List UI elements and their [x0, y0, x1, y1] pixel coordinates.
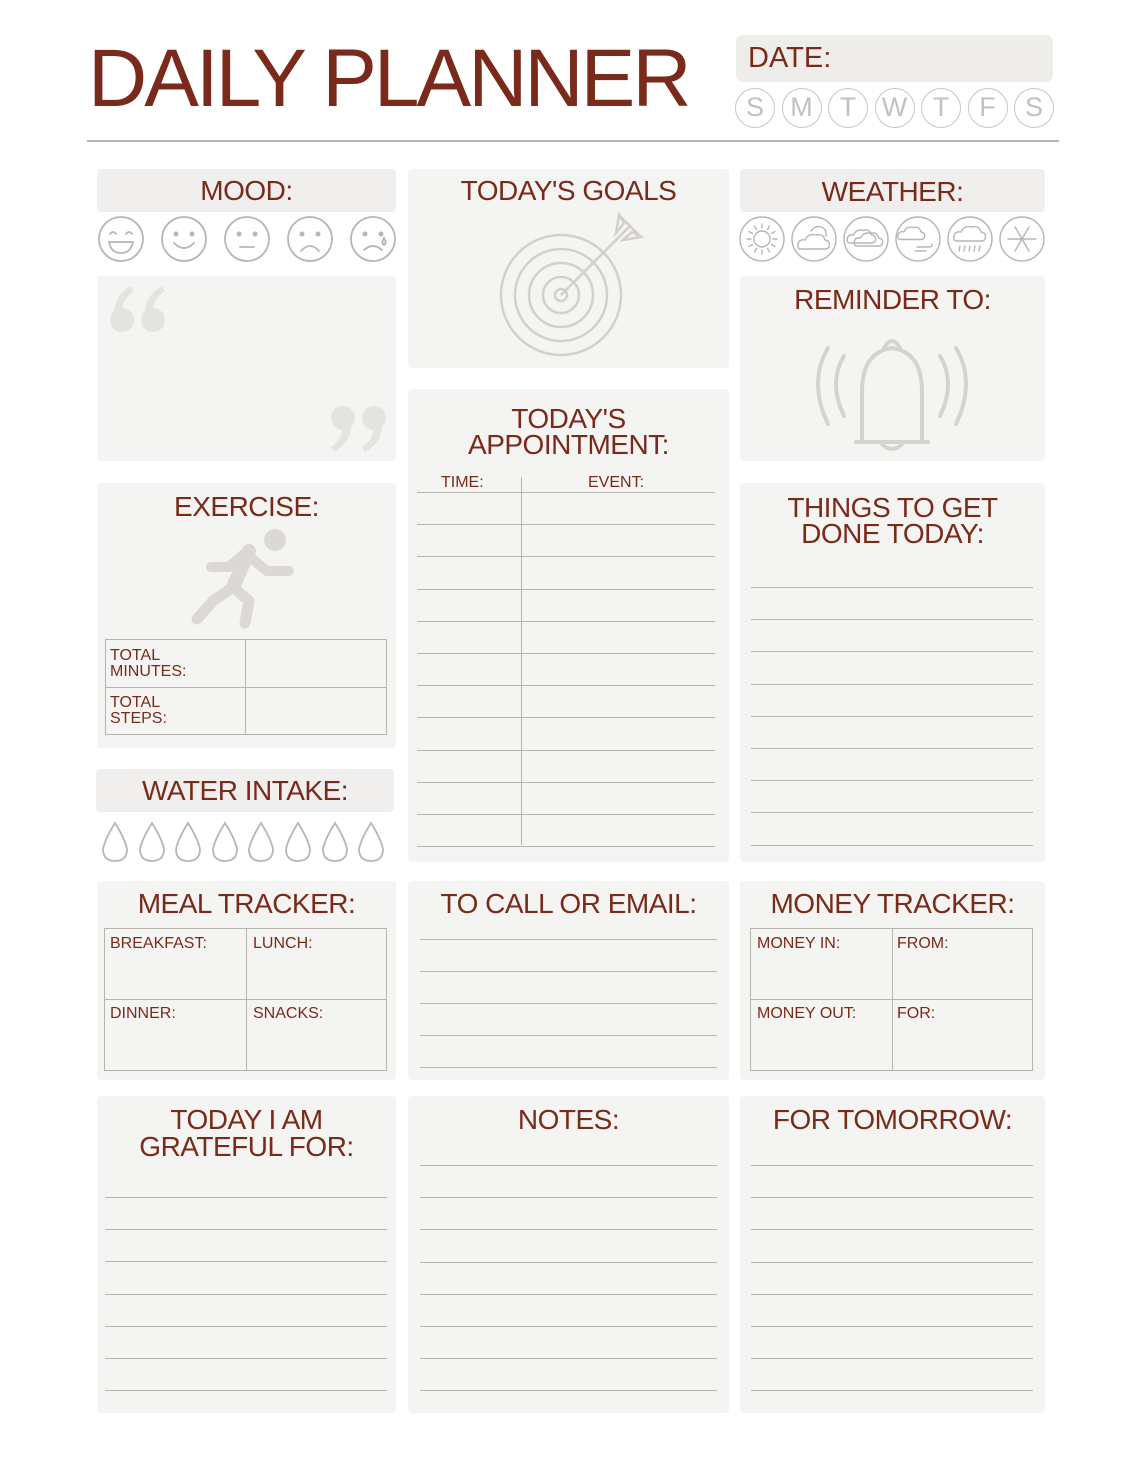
sun-icon[interactable]: [739, 216, 785, 262]
event-column-header: EVENT:: [588, 474, 645, 491]
date-label: DATE:: [748, 42, 832, 74]
money-in-label: MONEY IN:: [757, 935, 841, 952]
water-header: [96, 769, 394, 812]
call-line[interactable]: [420, 1035, 717, 1036]
grateful-line[interactable]: [105, 1294, 387, 1295]
things-line[interactable]: [751, 812, 1033, 813]
target-icon: [498, 209, 648, 359]
water-drop-icon[interactable]: [211, 821, 239, 863]
exercise-table-divider: [105, 687, 387, 688]
day-circle-6[interactable]: S: [1014, 88, 1054, 128]
tomorrow-line[interactable]: [751, 1197, 1033, 1198]
tomorrow-line[interactable]: [751, 1358, 1033, 1359]
total-minutes-input[interactable]: [247, 641, 385, 686]
meal-panel[interactable]: [97, 881, 396, 1080]
page-title: DAILY PLANNER: [88, 33, 689, 124]
exercise-title: EXERCISE:: [174, 491, 319, 522]
crying-face-icon[interactable]: [349, 215, 397, 263]
grateful-line[interactable]: [105, 1229, 387, 1230]
runner-icon: [189, 527, 299, 627]
grateful-line[interactable]: [105, 1326, 387, 1327]
appointment-row-line[interactable]: [417, 524, 715, 525]
tomorrow-panel[interactable]: [740, 1096, 1045, 1413]
total-steps-label: TOTAL: [110, 694, 161, 711]
notes-title: NOTES:: [517, 1104, 620, 1135]
bell-icon: [812, 330, 972, 450]
breakfast-label: BREAKFAST:: [110, 935, 207, 952]
appointment-row-line[interactable]: [417, 492, 715, 493]
water-drop-icon[interactable]: [174, 821, 202, 863]
appointment-row-line[interactable]: [417, 814, 715, 815]
reminder-panel[interactable]: [740, 276, 1045, 461]
cloudy-icon[interactable]: [843, 216, 889, 262]
total-minutes-label-2: MINUTES:: [110, 663, 187, 680]
notes-line[interactable]: [420, 1165, 717, 1166]
reminder-title: REMINDER TO:: [794, 284, 991, 315]
sad-face-icon[interactable]: [286, 215, 334, 263]
things-line[interactable]: [751, 684, 1033, 685]
goals-panel[interactable]: [408, 169, 729, 368]
money-title: MONEY TRACKER:: [770, 888, 1015, 919]
exercise-panel[interactable]: [97, 483, 396, 748]
day-circle-1[interactable]: M: [782, 88, 822, 128]
tomorrow-line[interactable]: [751, 1326, 1033, 1327]
money-table-col-divider: [892, 928, 893, 1071]
notes-line[interactable]: [420, 1326, 717, 1327]
things-line[interactable]: [751, 651, 1033, 652]
meal-title: MEAL TRACKER:: [137, 888, 356, 919]
notes-line[interactable]: [420, 1197, 717, 1198]
money-out-label: MONEY OUT:: [757, 1005, 857, 1022]
weather-title: WEATHER:: [821, 176, 964, 207]
appointment-panel[interactable]: [408, 389, 729, 862]
day-circle-2[interactable]: T: [828, 88, 868, 128]
call-line[interactable]: [420, 1067, 717, 1068]
appointment-row-line[interactable]: [417, 782, 715, 783]
partly-cloudy-icon[interactable]: [791, 216, 837, 262]
appointment-row-line[interactable]: [417, 685, 715, 686]
call-line[interactable]: [420, 939, 717, 940]
tomorrow-line[interactable]: [751, 1262, 1033, 1263]
grateful-line[interactable]: [105, 1358, 387, 1359]
day-circle-0[interactable]: S: [735, 88, 775, 128]
water-drop-icon[interactable]: [247, 821, 275, 863]
mood-header: [97, 169, 396, 212]
things-line[interactable]: [751, 716, 1033, 717]
appointment-row-line[interactable]: [417, 846, 715, 847]
call-line[interactable]: [420, 1003, 717, 1004]
grateful-line[interactable]: [105, 1261, 387, 1262]
things-panel[interactable]: [740, 483, 1045, 862]
appointment-row-line[interactable]: [417, 556, 715, 557]
things-line[interactable]: [751, 587, 1033, 588]
tomorrow-title: FOR TOMORROW:: [772, 1104, 1013, 1135]
call-title: TO CALL OR EMAIL:: [440, 888, 697, 919]
time-column-header: TIME:: [441, 474, 484, 491]
grateful-line[interactable]: [105, 1197, 387, 1198]
goals-title: TODAY'S GOALS: [460, 175, 677, 206]
exercise-table-column-divider: [245, 639, 246, 735]
water-drop-icon[interactable]: [138, 821, 166, 863]
appointment-row-line[interactable]: [417, 750, 715, 751]
things-title-line1: THINGS TO GET: [787, 492, 998, 523]
total-steps-label-2: STEPS:: [110, 710, 167, 727]
neutral-face-icon[interactable]: [223, 215, 271, 263]
appointment-row-line[interactable]: [417, 589, 715, 590]
grateful-title-line2: GRATEFUL FOR:: [139, 1131, 354, 1162]
water-drop-icon[interactable]: [284, 821, 312, 863]
things-line[interactable]: [751, 780, 1033, 781]
rain-icon[interactable]: [947, 216, 993, 262]
tomorrow-line[interactable]: [751, 1294, 1033, 1295]
meal-table-col-divider: [246, 928, 247, 1071]
total-minutes-label: TOTAL: [110, 647, 161, 664]
day-circle-4[interactable]: T: [921, 88, 961, 128]
appointment-row-line[interactable]: [417, 653, 715, 654]
notes-panel[interactable]: [408, 1096, 729, 1413]
day-circle-3[interactable]: W: [875, 88, 915, 128]
appointment-title-line2: APPOINTMENT:: [468, 429, 669, 460]
mood-title: MOOD:: [200, 175, 293, 206]
open-quote-icon: [105, 282, 175, 334]
notes-line[interactable]: [420, 1229, 717, 1230]
close-quote-icon: [321, 404, 391, 456]
tomorrow-line[interactable]: [751, 1229, 1033, 1230]
call-panel[interactable]: [408, 881, 729, 1080]
tomorrow-line[interactable]: [751, 1165, 1033, 1166]
appointment-title-line1: TODAY'S: [511, 403, 626, 434]
grateful-panel[interactable]: [97, 1096, 396, 1413]
for-label: FOR:: [897, 1005, 936, 1022]
weather-header: [740, 169, 1045, 212]
appointment-row-line[interactable]: [417, 717, 715, 718]
things-line[interactable]: [751, 748, 1033, 749]
date-field[interactable]: [736, 35, 1053, 82]
dinner-label: DINNER:: [110, 1005, 176, 1022]
windy-icon[interactable]: [895, 216, 941, 262]
smile-face-icon[interactable]: [160, 215, 208, 263]
notes-line[interactable]: [420, 1294, 717, 1295]
notes-line[interactable]: [420, 1358, 717, 1359]
water-title: WATER INTAKE:: [141, 775, 349, 806]
from-label: FROM:: [897, 935, 949, 952]
money-panel[interactable]: [740, 881, 1045, 1080]
appointment-row-line[interactable]: [417, 621, 715, 622]
water-drop-icon[interactable]: [357, 821, 385, 863]
grateful-line[interactable]: [105, 1390, 387, 1391]
snacks-label: SNACKS:: [253, 1005, 324, 1022]
tomorrow-line[interactable]: [751, 1390, 1033, 1391]
appointment-column-divider: [521, 477, 522, 845]
day-circle-5[interactable]: F: [968, 88, 1008, 128]
things-line[interactable]: [751, 619, 1033, 620]
quote-box[interactable]: [97, 276, 396, 461]
notes-line[interactable]: [420, 1390, 717, 1391]
water-drop-icon[interactable]: [101, 821, 129, 863]
call-line[interactable]: [420, 971, 717, 972]
things-line[interactable]: [751, 845, 1033, 846]
notes-line[interactable]: [420, 1262, 717, 1263]
laughing-face-icon[interactable]: [97, 215, 145, 263]
header-divider: [87, 140, 1059, 142]
water-drop-icon[interactable]: [321, 821, 349, 863]
lunch-label: LUNCH:: [253, 935, 313, 952]
total-steps-input[interactable]: [247, 689, 385, 734]
things-title-line2: DONE TODAY:: [801, 518, 984, 549]
grateful-title-line1: TODAY I AM: [170, 1104, 323, 1135]
snow-icon[interactable]: [999, 216, 1045, 262]
